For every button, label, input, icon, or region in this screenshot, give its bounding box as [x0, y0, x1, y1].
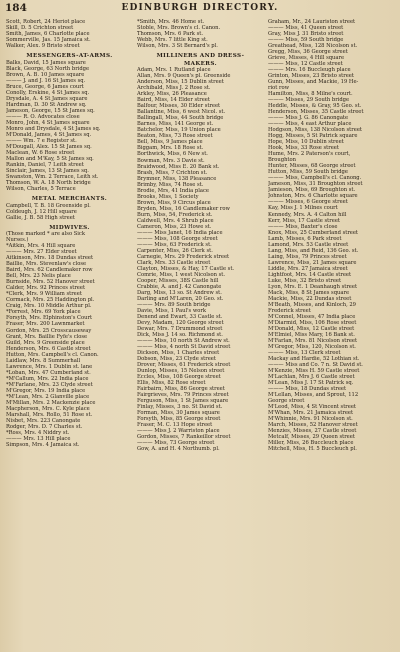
- directory-entry: Cormack, Mrs. 25 Haddington pl.: [6, 297, 95, 304]
- directory-entry: M'Gregor, Miss, 120, Nicolson st.: [268, 343, 356, 350]
- directory-entry: Ballantine, Miss, 6 west Nicol. st.: [137, 109, 226, 116]
- directory-entry: ——— Mrs. 27 Elder street: [6, 249, 77, 256]
- directory-entry: Brown, A. B. 10 James square: [6, 71, 85, 78]
- directory-entry: Grinton, Misses, 23 Bristo street: [268, 73, 354, 80]
- directory-entry: Forsyth, Mrs. Elphinston's Court: [6, 315, 93, 322]
- directory-entry: Bowman, Mrs. 3 Davie st.: [137, 157, 205, 164]
- directory-entry: Arkley, Miss, 26 Pleasance: [137, 91, 207, 98]
- directory-entry: *Smith, Mrs. 46 Home st.: [137, 19, 205, 25]
- directory-entry: Rankin, Daniel, 7 Leith street: [6, 161, 84, 168]
- directory-entry: Eccles, Miss, 108 George street: [137, 374, 221, 381]
- directory-entry: Rodger, Mrs. D. 7 Charles st.: [6, 423, 83, 430]
- directory-entry: Grieve, Misses, 4 Hill square: [268, 55, 345, 62]
- directory-entry: Maclean, W. 6 Rose street: [6, 149, 75, 156]
- directory-entry: George street: [268, 397, 305, 404]
- directory-entry: *Loban, Mrs. 47 Cumberland st.: [6, 369, 91, 376]
- section-heading: MESSENGERS-AT-ARMS.: [26, 53, 113, 60]
- directory-entry: M'Gregor, Mrs. 19 India place: [6, 387, 86, 394]
- directory-entry: M'Whan, Mrs. 21 Jamaica street: [268, 410, 354, 417]
- directory-entry: Lawrence, Miss, 21 James square: [268, 259, 357, 266]
- section-heading: MAKERS.: [184, 60, 217, 67]
- directory-entry: M'Leod, Miss, 4 St Vincent street: [268, 404, 356, 410]
- directory-entry: ——— Mrs. 16 Buccleugh place: [268, 67, 351, 74]
- directory-entry: Sinclair, James, 13 St James sq.: [6, 167, 89, 174]
- directory-entry: ——— Miss, 4 east Arthur place: [268, 121, 352, 128]
- directory-entry: Laing, Miss, 79 Princes street: [268, 253, 347, 260]
- directory-entry: Luke, Miss, 32 Bristo street: [268, 277, 342, 284]
- directory-entry: Simpson, Mrs. 4 Jamaica st.: [6, 441, 80, 448]
- directory-entry: (Those marked * are also Sick: [6, 231, 85, 238]
- directory-entry: Monro, John, 4 St James square: [6, 119, 90, 126]
- directory-entry: ——— Miss, 12 Castle street: [268, 61, 343, 68]
- directory-entry: Lawrence, Mrs. 1 Dublin st. lane: [6, 363, 93, 370]
- directory-entry: Clark, Mrs. 33 Castle street: [137, 259, 211, 266]
- section-heading: METAL MERCHANTS.: [31, 196, 108, 203]
- directory-entry: Brymner, Miss, 138 Pleasance: [137, 175, 217, 182]
- directory-entry: Gow, A. and H. 4 Northumb. pl.: [137, 446, 220, 453]
- directory-entry: Skill, D. 5 Crichton street: [6, 25, 74, 32]
- directory-entry: Fairbairn, Miss, 86 George street: [137, 386, 225, 393]
- directory-entry: Darling and M'Laren, 20 Geo. st.: [137, 295, 224, 302]
- directory-entry: Jamieson, Miss, 69 Broughton st.: [268, 187, 356, 194]
- directory-entry: ——— Miss, 41 Queen street: [268, 25, 344, 32]
- directory-entry: Knox, Miss, 25 Cumberland street: [268, 229, 359, 236]
- directory-entry: M'Beath, Misses, and Kinloch, 29: [268, 301, 356, 308]
- directory-entry: Macpherson, Mrs. C. Kyle place: [6, 405, 90, 412]
- directory-entry: Bruce, George, 6 James court: [6, 83, 84, 90]
- directory-entry: *M'Callum, Mrs. 22 India place: [6, 375, 89, 382]
- directory-entry: Liddle, Mrs. 27 Jamaica street: [268, 265, 348, 272]
- directory-entry: Stoble, Mrs. Brown's cl. Canon.: [137, 25, 221, 32]
- directory-entry: ——— Miss, 59 South bridge: [268, 37, 344, 44]
- directory-entry: Balks, David, 15 James square: [6, 59, 86, 66]
- section-heading: MILLINERS AND DRESS-: [156, 53, 245, 60]
- directory-entry: Kay, Miss J. 1 Milnes court: [268, 205, 338, 212]
- directory-entry: M'Farlan, Mrs. 81 Nicolson street: [268, 337, 358, 344]
- directory-entry: M'Connel, Misses, 47 India place: [268, 313, 356, 320]
- section-heading: MIDWIVES.: [49, 224, 90, 231]
- directory-entry: Calder, Mrs. 92 Princes street: [6, 285, 86, 292]
- directory-entry: ——— Miss Janet, 16 India place: [137, 229, 223, 236]
- directory-entry: ——— Miss, 10 north St Andrew st.: [137, 337, 230, 344]
- directory-entry: Forman, Miss, 30 James square: [137, 410, 220, 417]
- directory-entry: Dobson, Miss, 23 Clyde street: [137, 356, 216, 363]
- directory-entry: Hook, Miss, 33 Rose street: [268, 145, 339, 152]
- directory-entry: M'Dougall, Alex. 15 St James sq.: [6, 143, 92, 150]
- directory-entry: ——— Miss, Campbell's cl. Canong.: [268, 175, 362, 182]
- directory-entry: Swanston, Wm. 2 Terrace, Leith st.: [6, 173, 99, 180]
- directory-entry: Beaton, Miss, 73 Rose street: [137, 133, 213, 140]
- directory-entry: *Ross, Mrs. 4 Niddry st.: [6, 429, 70, 436]
- directory-entry: Lamond, Mrs. 53 Castle street: [268, 241, 349, 248]
- directory-entry: Drysdale, A. 4 St James square: [6, 95, 88, 102]
- directory-entry: Mack, Miss, 8 St James square: [268, 289, 350, 296]
- directory-entry: Cooper, Misses, 38S Castle hill: [137, 277, 219, 284]
- directory-entry: ——— Miss J. G. 86 Canongate: [268, 115, 349, 122]
- section-gap: [6, 221, 133, 224]
- directory-entry: Adam, Mrs. 1 Rutland place: [137, 67, 211, 74]
- directory-entry: Hope, Miss, 10 Dublin street: [268, 139, 344, 146]
- directory-entry: Smith, James, 6 Charlotte place: [6, 31, 90, 38]
- directory-entry: Bell, Miss, 9 James place: [137, 139, 203, 146]
- directory-entry: ——— R. O. Advocates close: [6, 113, 80, 120]
- directory-entry: Anderson, Miss, 15 Dublin street: [137, 79, 224, 86]
- directory-entry: Thomson, Mrs. 6 Park st.: [137, 31, 203, 38]
- directory-entry: Cameron, Miss, 23 Howe st.: [137, 223, 212, 230]
- directory-entry: ——— Miss and Co. 7 n. St David st.: [268, 361, 363, 368]
- directory-entry: Graham, Mr., 24 Lauriston street: [268, 19, 356, 25]
- directory-entry: Menzies, Misses, 27 Castle street: [268, 428, 357, 435]
- directory-entry: M'Lachlan, Mrs J. 6 Castle street: [268, 373, 355, 380]
- directory-entry: Batchelor, Miss, 19 Union place: [137, 127, 221, 134]
- directory-entry: Miller, Miss, 26 Buccleuch place: [268, 440, 354, 447]
- directory-entry: M'Elmiel, Miss Mary, 16 Bank st.: [268, 331, 355, 338]
- directory-entry: M'Whinnie, Mrs. 91 Nicolson st.: [268, 416, 353, 423]
- directory-entry: Wilson, Mrs. 3 St Bernard's pl.: [137, 43, 218, 50]
- directory-entry: Brooks, Miss, 1 Society: [137, 193, 199, 200]
- directory-entry: ——— Miss, 63 Frederick st.: [137, 241, 212, 248]
- directory-entry: Marshall, Mrs. Rollo, 51 Rose st.: [6, 411, 93, 418]
- directory-entry: Henderson, Misses, 35 Castle street: [268, 109, 364, 116]
- directory-entry: Hutton, Mrs. Campbell's cl. Canon.: [6, 351, 99, 358]
- directory-entry: Henderson, Mrs. 6 Castle street: [6, 345, 91, 352]
- directory-entry: Ellis, Miss, 82 Rose street: [137, 380, 206, 387]
- directory-entry: Sommerville, Jas. 15 Jamaica st.: [6, 37, 91, 44]
- directory-entry: Aitkinson, Mrs. 18 Dundas street: [6, 255, 94, 262]
- directory-entry: Gordon, Mrs. 25 Crosscauseway: [6, 327, 92, 334]
- directory-entry: M'Lean, Miss J. 17 St Patrick sq.: [268, 379, 354, 386]
- directory-entry: Drover, Misses, 61 Frederick street: [137, 362, 231, 369]
- directory-entry: Monro and Drysdale, 4 St James sq.: [6, 125, 101, 132]
- directory-entry: Mackay and Hardie, 52 Lothian st.: [268, 355, 360, 362]
- directory-entry: ——— Misses, 6 George street: [268, 199, 348, 206]
- directory-entry: Carpenter, Miss, 26 Clerk st.: [137, 247, 213, 254]
- directory-entry: Gregg, Miss, 36 George street: [268, 49, 348, 56]
- directory-entry: Lamb, Misses, 6 Park street: [268, 235, 342, 242]
- directory-entry: Gray, Miss J. 31 Bristo street: [268, 31, 344, 38]
- directory-entry: Bell, Mrs. 23 Nelis place: [6, 273, 71, 280]
- directory-entry: Hume, Mrs. 2 Paterson's court,: [268, 151, 351, 158]
- directory-entry: Forsyth, Miss, 85 George street: [137, 416, 221, 423]
- directory-entry: M'Lellan, Misses, and Sprout, 112: [268, 391, 359, 398]
- directory-entry: Baird, Mrs. 62 Candlemaker row: [6, 267, 93, 274]
- directory-entry: Baillie, Mrs. Stevenlaw's close: [6, 261, 87, 268]
- directory-entry: Grant, Mrs. Baillie Fyfe's close: [6, 333, 88, 340]
- directory-entry: Jameson, George, 15 St James sq.: [6, 107, 95, 114]
- directory-entry: M'Donald, Miss, 12 Castle street: [268, 325, 355, 332]
- directory-entry: Finlay, Misses, 3 no. St David st.: [137, 404, 223, 411]
- directory-entry: Crabbie, A. and J. 42 Canongate: [137, 283, 222, 290]
- directory-entry: Nurses.): [6, 237, 29, 244]
- directory-entry: Archibald, Miss J. 2 Rose st.: [137, 85, 211, 92]
- directory-entry: ——— Mrs. 89 South bridge: [137, 301, 211, 308]
- directory-entry: Allan, Mrs. 9 Queen's pl. Greenside: [137, 73, 231, 80]
- directory-entry: Webb, Mrs. 7 little King st.: [137, 37, 208, 44]
- directory-entry: *M'Lean, Mrs. 2 Glanville place: [6, 393, 90, 400]
- directory-entry: ——— Miss, 73 George street: [137, 440, 215, 447]
- directory-entry: Clayton, Misses, & Hay, 17 Castle st.: [137, 265, 235, 272]
- directory-entry: Biggam, Mrs. 18 Rose st.: [137, 145, 204, 152]
- directory-entry: Brown, Miss, 9 Circus place: [137, 199, 211, 206]
- directory-entry: Hamilton, Miss, 8 Milne's court.: [268, 91, 353, 98]
- directory-entry: Ferguson, Miss, 1 St James square: [137, 398, 229, 405]
- directory-entry: Black, George, 63 North bridge: [6, 65, 90, 72]
- directory-entry: Mackie, Miss, 22 Dundas street: [268, 295, 352, 302]
- directory-entry: Broughton: [268, 157, 296, 164]
- directory-entry: Fraser, Mrs. 200 Lawnmarket: [6, 321, 85, 328]
- directory-entry: Jameson, Miss, 31 Broughton street: [268, 181, 363, 188]
- section-gap: [6, 192, 133, 195]
- directory-entry: Dewar, Mrs. 7 Drummond street: [137, 325, 223, 332]
- directory-entry: Lyon, Mrs. E. 1 Deanhaugh street: [268, 283, 358, 290]
- directory-entry: Brash, Miss, 7 Crichton st.: [137, 169, 208, 176]
- directory-entry: Borthwick, Miss, 6 New st.: [137, 151, 208, 158]
- directory-entry: Mallon and M'Kay, 5 St James sq.: [6, 155, 94, 162]
- directory-entry: ——— Miss J. 2 Warriston place: [137, 428, 220, 435]
- directory-entry: ——— Wm. 7 e Register st.: [6, 137, 77, 144]
- directory-entry: Hunter, Misses, 68 George street: [268, 163, 356, 170]
- directory-entry: Denend and Ewart, 33 Castle st.: [137, 313, 223, 320]
- section-gap: [6, 49, 133, 52]
- directory-entry: Greathead, Miss, 128 Nicolson st.: [268, 43, 358, 50]
- directory-entry: Dickson, Miss, 1 Charles street: [137, 350, 220, 356]
- directory-entry: *Aitkin, Mrs. 4 Hill square: [6, 243, 76, 250]
- directory-entry: Comrie, Miss, 1 west Nicolson st.: [137, 271, 226, 278]
- directory-entry: Kerr, Miss, 17 Castle street: [268, 217, 340, 224]
- directory-entry: Gordon, Misses, 7 Rankeillor street: [137, 434, 231, 441]
- directory-entry: *M'Farlane, Mrs. 23 Clyde street: [6, 381, 93, 388]
- directory-entry: Conolly, Erskine, 4 St James sq.: [6, 89, 90, 96]
- directory-entry: M'Diarmid, Miss, 106 Rose street: [268, 319, 357, 326]
- directory-entry: ——— Miss, Baxter's close: [268, 223, 338, 230]
- directory-entry: Brimby, Miss, 74 Rose st.: [137, 181, 204, 188]
- directory-entry: Dick, Miss J. 14 so. Richmond st.: [137, 331, 223, 338]
- directory-entry: Nisbet, Mrs. 223 Canongate: [6, 417, 81, 424]
- directory-entry: Mitchell, Miss, H. 5 Buccleuch pl.: [268, 446, 357, 453]
- directory-entry: Wilson, Charles, 5 Terrace: [6, 186, 76, 192]
- directory-entry: ——— Miss, 13 Clerk street: [268, 349, 341, 356]
- directory-entry: ——— Miss, 4 north St David street: [137, 343, 231, 350]
- directory-entry: Burn, Miss, 54, Frederick st.: [137, 211, 213, 218]
- directory-entry: Hodgson, Miss, 138 Nicolson street: [268, 127, 362, 134]
- directory-entry: Laidlaw, Mrs. 8 Summerhall: [6, 357, 81, 364]
- directory-entry: Frederick street: [268, 307, 311, 314]
- directory-entry: Hardman, D. 30 St Andrew sq.: [6, 101, 87, 108]
- directory-entry: M'Donald, James, 4 St James sq.: [6, 131, 92, 138]
- directory-entry: Gallie, J. B. 58 High street: [6, 214, 75, 221]
- directory-entry: ——— Mrs. 13 Hill place: [6, 435, 71, 442]
- column-2: [137, 19, 264, 647]
- directory-entry: Carnegie, Mrs. 29 Frederick street: [137, 253, 230, 260]
- directory-entry: Johnston, Mrs. 6 Charlotte square: [268, 193, 358, 200]
- directory-entry: Thomson, W. A. 18 North bridge: [6, 179, 91, 186]
- directory-entry: Devy, Madam, 120 George street: [137, 319, 224, 326]
- column-3: [268, 19, 395, 647]
- directory-entry: Braidwood, Miss E. 20 Bank st.: [137, 163, 220, 170]
- directory-entry: Hutton, Miss, 59 South bridge: [268, 169, 348, 176]
- page-number: 184: [5, 2, 27, 14]
- directory-entry: Lightfoot, Mrs. 14 Castle street: [268, 271, 352, 278]
- directory-entry: *Clerk, Mrs. 9 William street: [6, 291, 82, 298]
- directory-entry: ——— Misses, 29 South bridge: [268, 97, 350, 104]
- directory-entry: Baird, Miss, 14 Elder street: [137, 97, 210, 104]
- directory-entry: Fairgrieves, Mrs. 79 Princes street: [137, 392, 229, 399]
- directory-entry: riot row: [268, 85, 290, 92]
- directory-entry: Ballingall, Miss, 44 South bridge: [137, 115, 224, 122]
- directory-entry: Hogg, Misses, 5 St Patrick square: [268, 133, 358, 140]
- directory-entry: Fraser, M. C. 13 Hope street: [137, 422, 213, 429]
- page-header: [0, 0, 400, 18]
- directory-entry: Barnes, Miss, 141 George st.: [137, 121, 214, 128]
- directory-entry: Bryden, Miss, 16 Candlemaker row: [137, 205, 230, 212]
- directory-entry: Guild, Mrs. 9 Greenside place: [6, 339, 85, 346]
- directory-entry: Walker, Alex. 9 Bristo street: [6, 43, 80, 50]
- directory-entry: Brodie, Mrs, 41 India place: [137, 187, 209, 194]
- column-1: [6, 19, 133, 647]
- directory-entry: Dunlop, Misses, 15 Nelson street: [137, 368, 225, 375]
- directory-entry: Lang, Miss, and Reid, 136 Geo. st.: [268, 247, 359, 254]
- directory-entry: M'Kenzie, Miss H. 59 Castle street: [268, 367, 360, 374]
- directory-entry: *Forrest, Mrs. 69 York place: [6, 309, 81, 316]
- directory-entry: Scott, Robert, 24 Heriot place: [6, 19, 86, 25]
- directory-entry: Gunn, Misses, and Mackie, 19 He-: [268, 79, 359, 86]
- directory-entry: ——— J. and J. 16 St James sq.: [6, 77, 86, 84]
- directory-entry: Caldwell, Mrs. 4 Shrub place: [137, 217, 214, 224]
- directory-entry: Coldeugh, J. 12 Hill square: [6, 208, 77, 215]
- directory-entry: Heddle, Misses, & Gray, 95 Geo. st.: [268, 103, 362, 110]
- directory-entry: Darg, Miss, 13 so. St Andrew st.: [137, 289, 222, 296]
- directory-entry: ——— Miss, 18 Dundas street: [268, 385, 347, 392]
- directory-entry: Davie, Miss, 1 Paul's work: [137, 307, 207, 314]
- directory-entry: March, Misses, 52 Hanover street: [268, 422, 358, 429]
- directory-entry: Balfour, Misses, 30 Elder street: [137, 103, 221, 110]
- directory-entry: Burnside, Mrs. 52 Hanover street: [6, 279, 95, 286]
- directory-entry: Craig, Mrs. 10 Middle Arthur pl.: [6, 303, 92, 310]
- directory-entry: Campbell, T. B. 18 Greenside pl.: [6, 202, 91, 209]
- directory-entry: Kennedy, Mrs. A. 4 Calton hill: [268, 211, 347, 218]
- directory-entry: Metcalf, Misses, 29 Queen street: [268, 434, 355, 441]
- directory-entry: M'Millan, Mrs. 2 Mackenzie place: [6, 399, 96, 406]
- running-head: EDINBURGH DIRECTORY.: [121, 3, 279, 13]
- section-gap: [137, 49, 264, 52]
- directory-entry: ——— Miss, 108 George street: [137, 235, 218, 242]
